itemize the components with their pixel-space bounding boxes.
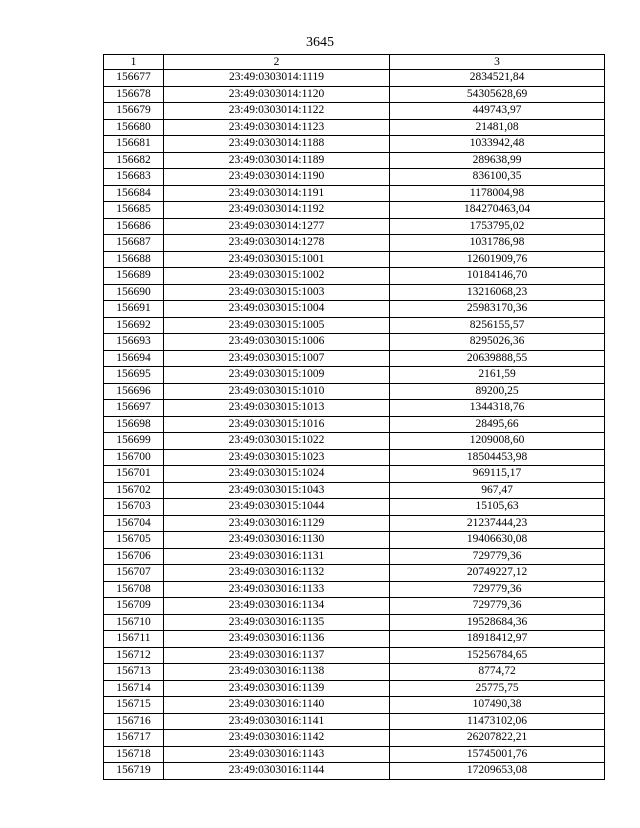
row-number-cell: 156691 [104,301,164,318]
table-row [104,218,605,235]
cadastral-number-cell: 23:49:0303014:1277 [164,218,390,235]
table-row [104,449,605,466]
table-row [104,614,605,631]
table-row [104,763,605,780]
cadastral-number-cell: 23:49:0303014:1189 [164,152,390,169]
cadastral-number-cell: 23:49:0303015:1024 [164,466,390,483]
row-number-cell: 156693 [104,334,164,351]
table-row [104,301,605,318]
value-cell: 1753795,02 [390,218,605,235]
row-number-cell: 156699 [104,433,164,450]
row-number-cell: 156686 [104,218,164,235]
table-row [104,119,605,136]
value-cell: 28495,66 [390,416,605,433]
value-cell: 2161,59 [390,367,605,384]
cadastral-number-cell: 23:49:0303016:1137 [164,647,390,664]
table-row [104,581,605,598]
value-cell: 89200,25 [390,383,605,400]
table-row [104,680,605,697]
table-row [104,268,605,285]
cadastral-number-cell: 23:49:0303015:1007 [164,350,390,367]
row-number-cell: 156696 [104,383,164,400]
table-row [104,383,605,400]
row-number-cell: 156689 [104,268,164,285]
table-row [104,169,605,186]
row-number-cell: 156719 [104,763,164,780]
cadastral-number-cell: 23:49:0303015:1044 [164,499,390,516]
value-cell: 18918412,97 [390,631,605,648]
value-cell: 836100,35 [390,169,605,186]
row-number-cell: 156679 [104,103,164,120]
row-number-cell: 156703 [104,499,164,516]
cadastral-number-cell: 23:49:0303016:1134 [164,598,390,615]
table-row [104,697,605,714]
cadastral-number-cell: 23:49:0303014:1278 [164,235,390,252]
column-header-1: 1 [104,55,164,70]
row-number-cell: 156700 [104,449,164,466]
table-row [104,565,605,582]
row-number-cell: 156702 [104,482,164,499]
value-cell: 20749227,12 [390,565,605,582]
row-number-cell: 156711 [104,631,164,648]
table-row [104,548,605,565]
cadastral-number-cell: 23:49:0303015:1016 [164,416,390,433]
row-number-cell: 156714 [104,680,164,697]
row-number-cell: 156687 [104,235,164,252]
value-cell: 15256784,65 [390,647,605,664]
value-cell: 729779,36 [390,598,605,615]
cadastral-number-cell: 23:49:0303016:1132 [164,565,390,582]
table-header [104,55,605,70]
table-row [104,152,605,169]
table-row [104,86,605,103]
row-number-cell: 156677 [104,70,164,87]
row-number-cell: 156705 [104,532,164,549]
row-number-cell: 156685 [104,202,164,219]
value-cell: 17209653,08 [390,763,605,780]
cadastral-number-cell: 23:49:0303016:1142 [164,730,390,747]
value-cell: 26207822,21 [390,730,605,747]
cadastral-number-cell: 23:49:0303016:1143 [164,746,390,763]
row-number-cell: 156712 [104,647,164,664]
table-row [104,284,605,301]
value-cell: 19528684,36 [390,614,605,631]
cadastral-number-cell: 23:49:0303016:1144 [164,763,390,780]
value-cell: 21481,08 [390,119,605,136]
row-number-cell: 156694 [104,350,164,367]
table-row [104,664,605,681]
cadastral-number-cell: 23:49:0303015:1001 [164,251,390,268]
row-number-cell: 156717 [104,730,164,747]
table-row [104,400,605,417]
value-cell: 449743,97 [390,103,605,120]
table-row [104,136,605,153]
table-row [104,482,605,499]
cadastral-number-cell: 23:49:0303014:1119 [164,70,390,87]
cadastral-number-cell: 23:49:0303016:1141 [164,713,390,730]
row-number-cell: 156680 [104,119,164,136]
value-cell: 1033942,48 [390,136,605,153]
cadastral-number-cell: 23:49:0303015:1002 [164,268,390,285]
table-row [104,103,605,120]
table-row [104,350,605,367]
cadastral-number-cell: 23:49:0303015:1006 [164,334,390,351]
table-row [104,367,605,384]
row-number-cell: 156695 [104,367,164,384]
row-number-cell: 156704 [104,515,164,532]
table-row [104,515,605,532]
table-row [104,334,605,351]
table-row [104,433,605,450]
cadastral-number-cell: 23:49:0303014:1190 [164,169,390,186]
cadastral-number-cell: 23:49:0303015:1023 [164,449,390,466]
value-cell: 11473102,06 [390,713,605,730]
value-cell: 107490,38 [390,697,605,714]
value-cell: 21237444,23 [390,515,605,532]
row-number-cell: 156710 [104,614,164,631]
value-cell: 8295026,36 [390,334,605,351]
row-number-cell: 156688 [104,251,164,268]
table-row [104,730,605,747]
cadastral-number-cell: 23:49:0303014:1188 [164,136,390,153]
cadastral-number-cell: 23:49:0303016:1139 [164,680,390,697]
page-number: 3645 [306,35,334,50]
row-number-cell: 156718 [104,746,164,763]
value-cell: 54305628,69 [390,86,605,103]
cadastral-number-cell: 23:49:0303016:1135 [164,614,390,631]
value-cell: 1178004,98 [390,185,605,202]
cadastral-number-cell: 23:49:0303015:1003 [164,284,390,301]
table-row [104,532,605,549]
table-row [104,251,605,268]
row-number-cell: 156682 [104,152,164,169]
value-cell: 8774,72 [390,664,605,681]
value-cell: 289638,99 [390,152,605,169]
value-cell: 184270463,04 [390,202,605,219]
row-number-cell: 156678 [104,86,164,103]
value-cell: 18504453,98 [390,449,605,466]
value-cell: 1209008,60 [390,433,605,450]
cadastral-number-cell: 23:49:0303015:1009 [164,367,390,384]
cadastral-number-cell: 23:49:0303015:1022 [164,433,390,450]
row-number-cell: 156707 [104,565,164,582]
table-row [104,631,605,648]
table-row [104,466,605,483]
value-cell: 15745001,76 [390,746,605,763]
value-cell: 2834521,84 [390,70,605,87]
cadastral-number-cell: 23:49:0303016:1131 [164,548,390,565]
cadastral-number-cell: 23:49:0303016:1136 [164,631,390,648]
cadastral-number-cell: 23:49:0303014:1122 [164,103,390,120]
table-row [104,235,605,252]
cadastral-number-cell: 23:49:0303015:1043 [164,482,390,499]
row-number-cell: 156708 [104,581,164,598]
cadastral-number-cell: 23:49:0303016:1133 [164,581,390,598]
column-header-3: 3 [390,55,605,70]
table-row [104,70,605,87]
cadastral-number-cell: 23:49:0303016:1140 [164,697,390,714]
cadastral-number-cell: 23:49:0303015:1005 [164,317,390,334]
table-row [104,185,605,202]
cadastral-number-cell: 23:49:0303016:1138 [164,664,390,681]
cadastral-number-cell: 23:49:0303014:1192 [164,202,390,219]
table-row [104,647,605,664]
value-cell: 12601909,76 [390,251,605,268]
value-cell: 969115,17 [390,466,605,483]
row-number-cell: 156715 [104,697,164,714]
value-cell: 13216068,23 [390,284,605,301]
table-row [104,499,605,516]
registry-table [103,54,605,780]
table-row [104,416,605,433]
cadastral-number-cell: 23:49:0303015:1013 [164,400,390,417]
row-number-cell: 156706 [104,548,164,565]
row-number-cell: 156683 [104,169,164,186]
row-number-cell: 156701 [104,466,164,483]
value-cell: 10184146,70 [390,268,605,285]
row-number-cell: 156713 [104,664,164,681]
value-cell: 1031786,98 [390,235,605,252]
value-cell: 25983170,36 [390,301,605,318]
row-number-cell: 156681 [104,136,164,153]
table-row [104,746,605,763]
cadastral-number-cell: 23:49:0303014:1123 [164,119,390,136]
cadastral-number-cell: 23:49:0303014:1191 [164,185,390,202]
value-cell: 729779,36 [390,581,605,598]
value-cell: 729779,36 [390,548,605,565]
cadastral-number-cell: 23:49:0303015:1010 [164,383,390,400]
value-cell: 15105,63 [390,499,605,516]
row-number-cell: 156690 [104,284,164,301]
value-cell: 967,47 [390,482,605,499]
table-row [104,598,605,615]
cadastral-number-cell: 23:49:0303015:1004 [164,301,390,318]
row-number-cell: 156709 [104,598,164,615]
value-cell: 25775,75 [390,680,605,697]
column-header-2: 2 [164,55,390,70]
table-row [104,713,605,730]
table-body [104,70,605,780]
cadastral-number-cell: 23:49:0303016:1130 [164,532,390,549]
table-row [104,317,605,334]
row-number-cell: 156692 [104,317,164,334]
table-row [104,202,605,219]
header-row [104,55,605,70]
cadastral-number-cell: 23:49:0303016:1129 [164,515,390,532]
row-number-cell: 156697 [104,400,164,417]
value-cell: 8256155,57 [390,317,605,334]
row-number-cell: 156684 [104,185,164,202]
value-cell: 1344318,76 [390,400,605,417]
value-cell: 19406630,08 [390,532,605,549]
row-number-cell: 156698 [104,416,164,433]
value-cell: 20639888,55 [390,350,605,367]
cadastral-number-cell: 23:49:0303014:1120 [164,86,390,103]
row-number-cell: 156716 [104,713,164,730]
